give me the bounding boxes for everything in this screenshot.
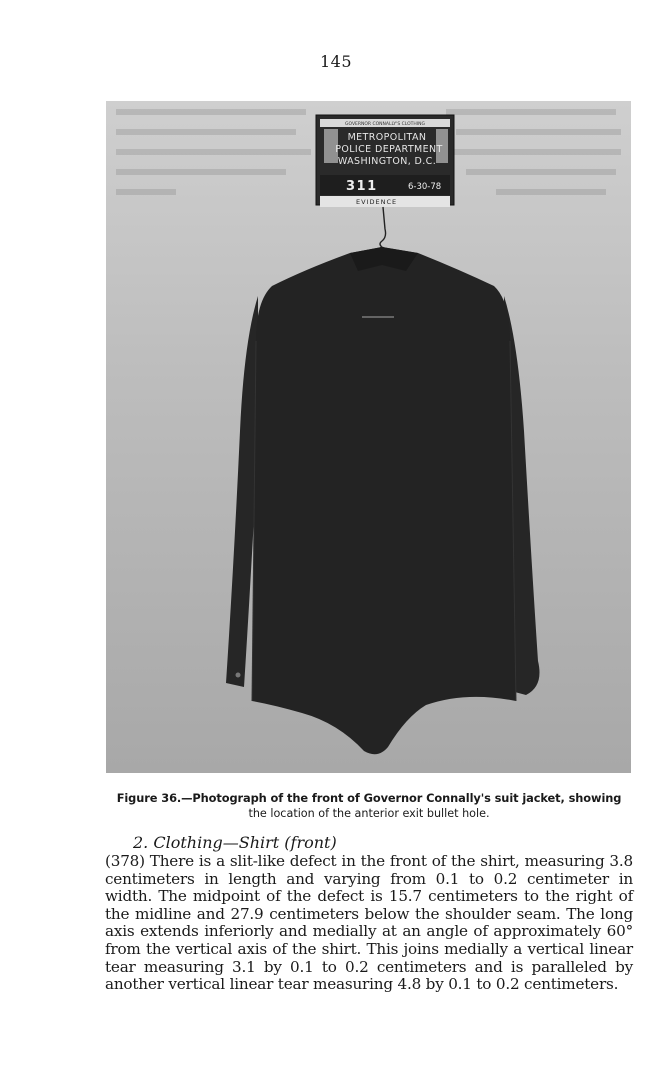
evidence-tag — [316, 115, 454, 207]
figure-caption — [104, 791, 634, 821]
tag-header: GOVERNOR CONNALLY'S CLOTHING — [345, 122, 425, 127]
page-number: 145 — [319, 52, 353, 71]
hanger-hook-icon — [380, 207, 386, 247]
figure-photograph — [106, 101, 631, 773]
tag-evidence-label: EVIDENCE — [356, 198, 398, 206]
suit-jacket-icon — [226, 247, 540, 754]
section-heading: 2. Clothing—Shirt (front) — [133, 833, 337, 852]
caption-rest: the location of the anterior exit bullet hole. — [248, 807, 490, 820]
body-paragraph: (378) There is a slit-like defect in the front of the shirt, measuring 3.8 centimeters in length and varying from 0.1 to 0.2 centimeter in width. The midpoint of the defect is 15.7 centimeters to the right of the midline and 27.9 centimeters below the shoulder seam. The long axis extends inferiorly and medially at an angle of approximately 60° from the vertical axis of the shirt. This joins medially a vertical linear tear measuring 3.1 by 0.1 to 0.2 centimeters and is paralleled by another vertical linear tear measuring 4.8 by 0.1 to 0.2 centimeters. — [105, 852, 633, 994]
tag-number: 311 — [346, 179, 378, 194]
tag-date: 6-30-78 — [408, 182, 442, 192]
jacket-photo-illustration — [106, 101, 631, 773]
caption-lead: Figure 36.—Photograph of the front of Governor Connally's suit jacket, showing — [116, 791, 622, 805]
tag-line1: METROPOLITAN — [347, 132, 427, 143]
tag-line2: POLICE DEPARTMENT — [335, 144, 443, 155]
tag-line3: WASHINGTON, D.C. — [337, 156, 437, 167]
